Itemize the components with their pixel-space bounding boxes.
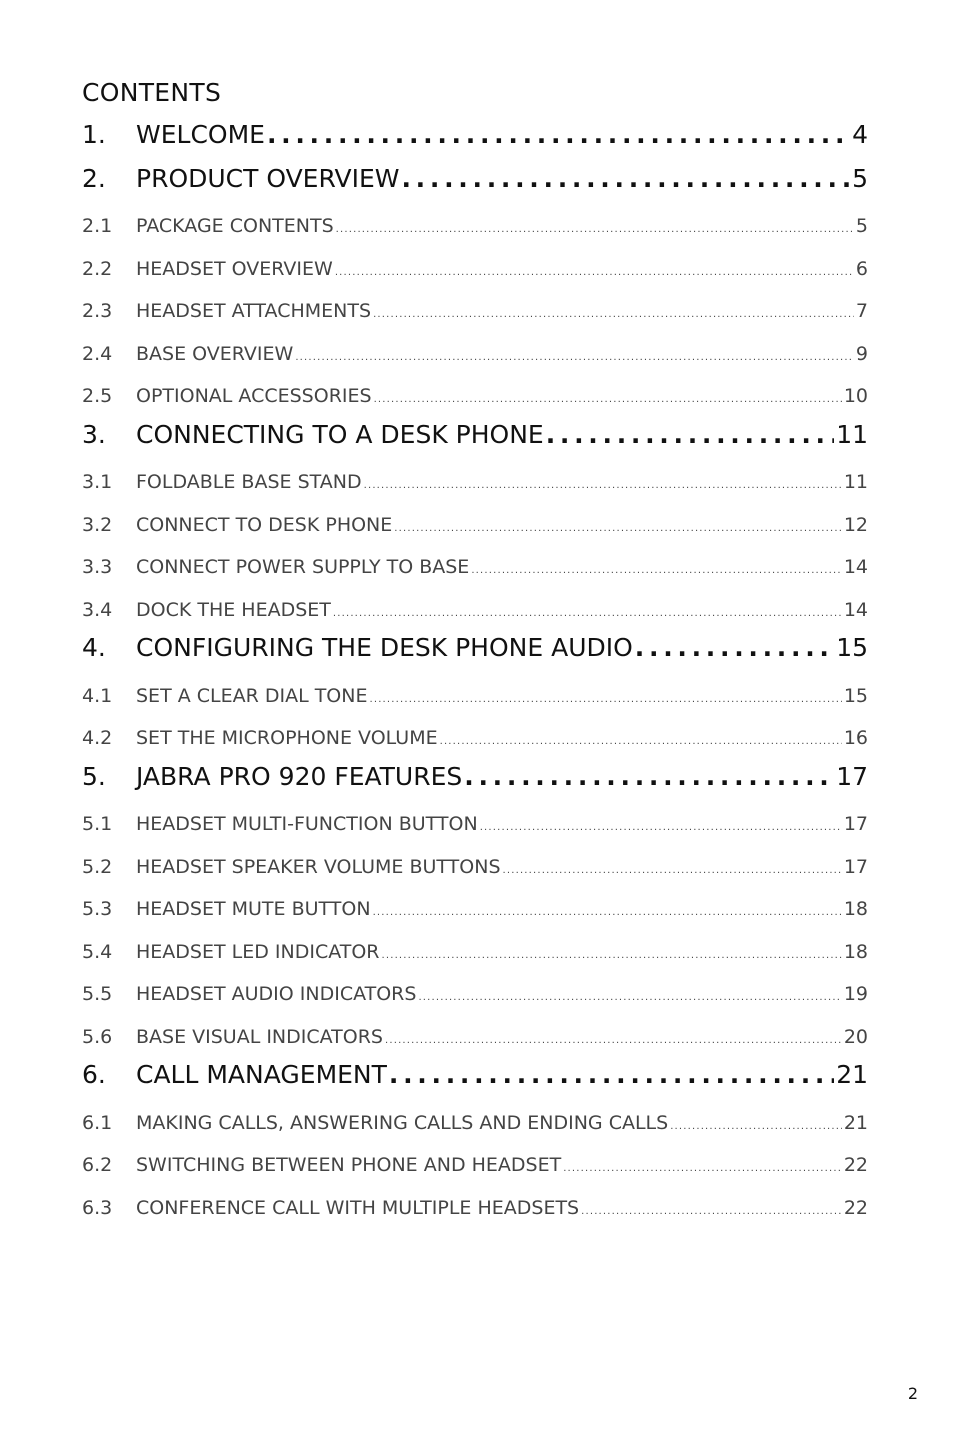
toc-entry[interactable] [82,1140,868,1183]
toc-entry-page: 17 [843,813,868,835]
toc-entry-page: 14 [843,556,868,578]
toc-entry[interactable] [82,500,868,543]
toc-entry-label: FOLDABLE BASE STAND [136,471,362,493]
toc-entry[interactable] [82,329,868,372]
toc-entry[interactable] [82,286,868,329]
toc-entry-label: HEADSET MUTE BUTTON [136,898,371,920]
toc-entry-page: 21 [843,1111,868,1134]
toc-entry-page: 15 [843,684,868,707]
toc-dot-leader [385,1035,842,1046]
toc-entry-number: 2.2 [82,257,113,280]
toc-entry[interactable] [82,627,868,671]
toc-entry-label: MAKING CALLS, ANSWERING CALLS AND ENDING CALLS [136,1111,669,1134]
toc-entry-number: 2. [82,163,106,193]
toc-entry-page: 16 [843,727,868,749]
toc-dot-leader [503,865,842,876]
toc-entry-label: DOCK THE HEADSET [136,598,331,621]
toc-entry-label: CONNECT TO DESK PHONE [136,513,393,536]
toc-entry[interactable] [82,114,868,158]
toc-dot-leader [382,950,842,961]
toc-entry-label: BASE VISUAL INDICATORS [136,1025,383,1048]
toc-dot-leader [471,565,842,576]
toc-entry-page: 22 [843,1196,868,1219]
toc-entry-page: 18 [843,940,868,963]
toc-entry[interactable] [82,1012,868,1055]
toc-entry[interactable] [82,371,868,414]
toc-entry-number: 3.4 [82,598,113,621]
toc-entry-page: 4 [852,120,868,149]
toc-entry[interactable] [82,457,868,500]
toc-entry-label: HEADSET OVERVIEW [136,257,333,280]
toc-entry-label: HEADSET SPEAKER VOLUME BUTTONS [136,855,501,878]
toc-entry[interactable] [82,201,868,244]
toc-entry-label: HEADSET ATTACHMENTS [136,300,372,322]
toc-dot-leader [440,736,842,747]
toc-entry[interactable] [82,244,868,287]
toc-dot-leader [389,1060,834,1089]
toc-entry[interactable] [82,756,868,800]
toc-dot-leader [336,224,854,235]
toc-dot-leader [418,992,841,1003]
toc-entry-number: 5.5 [82,983,113,1005]
toc-entry-page: 6 [855,257,868,280]
toc-entry-label: PACKAGE CONTENTS [136,215,334,237]
toc-entry-number: 2.5 [82,385,113,407]
toc-entry[interactable] [82,542,868,585]
toc-entry[interactable] [82,969,868,1012]
toc-dot-leader [364,480,842,491]
toc-entry-page: 10 [843,385,868,407]
toc-dot-leader [635,633,834,662]
toc-entry-label: BASE OVERVIEW [136,342,294,365]
toc-entry-page: 11 [836,419,868,449]
toc-entry-label: CONNECTING TO A DESK PHONE [136,419,544,449]
toc-entry-number: 4.1 [82,684,113,707]
toc-entry-page: 17 [843,855,868,878]
toc-entry-label: WELCOME [136,120,265,149]
table-of-contents [82,114,868,1225]
toc-entry-number: 2.1 [82,215,113,237]
toc-dot-leader [335,267,854,278]
toc-entry-page: 9 [855,342,868,365]
page-title: CONTENTS [82,78,222,107]
toc-entry-label: HEADSET LED INDICATOR [136,940,380,963]
toc-dot-leader [546,420,834,449]
toc-entry-page: 22 [843,1154,868,1176]
toc-entry-label: JABRA PRO 920 FEATURES [136,761,463,791]
toc-entry-number: 3. [82,419,106,449]
toc-entry-label: SET THE MICROPHONE VOLUME [136,727,438,749]
toc-entry-page: 21 [836,1060,868,1089]
toc-entry-number: 5.6 [82,1025,113,1048]
toc-entry-page: 5 [852,163,868,193]
toc-entry[interactable] [82,799,868,842]
toc-entry[interactable] [82,1054,868,1098]
toc-entry-label: SET A CLEAR DIAL TONE [136,684,368,707]
toc-dot-leader [581,1206,842,1217]
toc-entry[interactable] [82,1183,868,1226]
toc-entry-page: 7 [855,300,868,322]
toc-entry-page: 19 [843,983,868,1005]
toc-dot-leader [369,694,841,705]
toc-entry-number: 5. [82,761,106,791]
toc-entry-number: 4.2 [82,727,113,749]
toc-entry[interactable] [82,414,868,458]
toc-entry-number: 2.4 [82,342,113,365]
toc-entry[interactable] [82,927,868,970]
toc-entry[interactable] [82,842,868,885]
toc-dot-leader [670,1121,842,1132]
toc-dot-leader [373,309,854,320]
toc-entry-number: 2.3 [82,300,113,322]
toc-entry-number: 6.2 [82,1154,113,1176]
toc-dot-leader [267,120,850,149]
toc-entry-label: CONFIGURING THE DESK PHONE AUDIO [136,633,633,662]
toc-entry-number: 1. [82,120,106,149]
toc-entry-number: 6. [82,1060,106,1089]
toc-entry-page: 11 [843,471,868,493]
toc-entry-label: HEADSET AUDIO INDICATORS [136,983,417,1005]
toc-entry-number: 6.1 [82,1111,113,1134]
toc-entry-label: HEADSET MULTI-FUNCTION BUTTON [136,813,478,835]
toc-dot-leader [373,907,842,918]
toc-entry[interactable] [82,585,868,628]
toc-entry[interactable] [82,671,868,714]
toc-entry-page: 17 [836,761,868,791]
toc-entry-number: 4. [82,633,106,662]
toc-entry-label: OPTIONAL ACCESSORIES [136,385,372,407]
toc-entry[interactable] [82,1098,868,1141]
toc-dot-leader [333,608,842,619]
toc-dot-leader [464,762,834,791]
toc-dot-leader [401,164,850,193]
toc-dot-leader [480,822,842,833]
toc-entry-label: CALL MANAGEMENT [136,1060,387,1089]
toc-entry[interactable] [82,713,868,756]
toc-dot-leader [563,1163,842,1174]
toc-entry-number: 5.2 [82,855,113,878]
toc-entry-page: 18 [843,898,868,920]
toc-entry-page: 15 [836,633,868,662]
toc-entry[interactable] [82,158,868,202]
toc-entry-number: 6.3 [82,1196,113,1219]
toc-entry-number: 5.3 [82,898,113,920]
toc-entry-label: PRODUCT OVERVIEW [136,163,400,193]
toc-entry-label: SWITCHING BETWEEN PHONE AND HEADSET [136,1154,562,1176]
toc-dot-leader [374,394,842,405]
toc-entry-page: 5 [855,215,868,237]
page-number: 2 [907,1384,918,1403]
toc-entry[interactable] [82,884,868,927]
toc-entry-page: 12 [843,513,868,536]
toc-entry-number: 5.1 [82,813,113,835]
toc-entry-number: 3.3 [82,556,113,578]
toc-entry-label: CONNECT POWER SUPPLY TO BASE [136,556,470,578]
toc-entry-page: 20 [843,1025,868,1048]
toc-entry-number: 3.2 [82,513,113,536]
toc-dot-leader [295,352,854,363]
toc-entry-number: 3.1 [82,471,113,493]
toc-entry-number: 5.4 [82,940,113,963]
toc-entry-label: CONFERENCE CALL WITH MULTIPLE HEADSETS [136,1196,580,1219]
toc-dot-leader [394,523,842,534]
toc-entry-page: 14 [843,598,868,621]
